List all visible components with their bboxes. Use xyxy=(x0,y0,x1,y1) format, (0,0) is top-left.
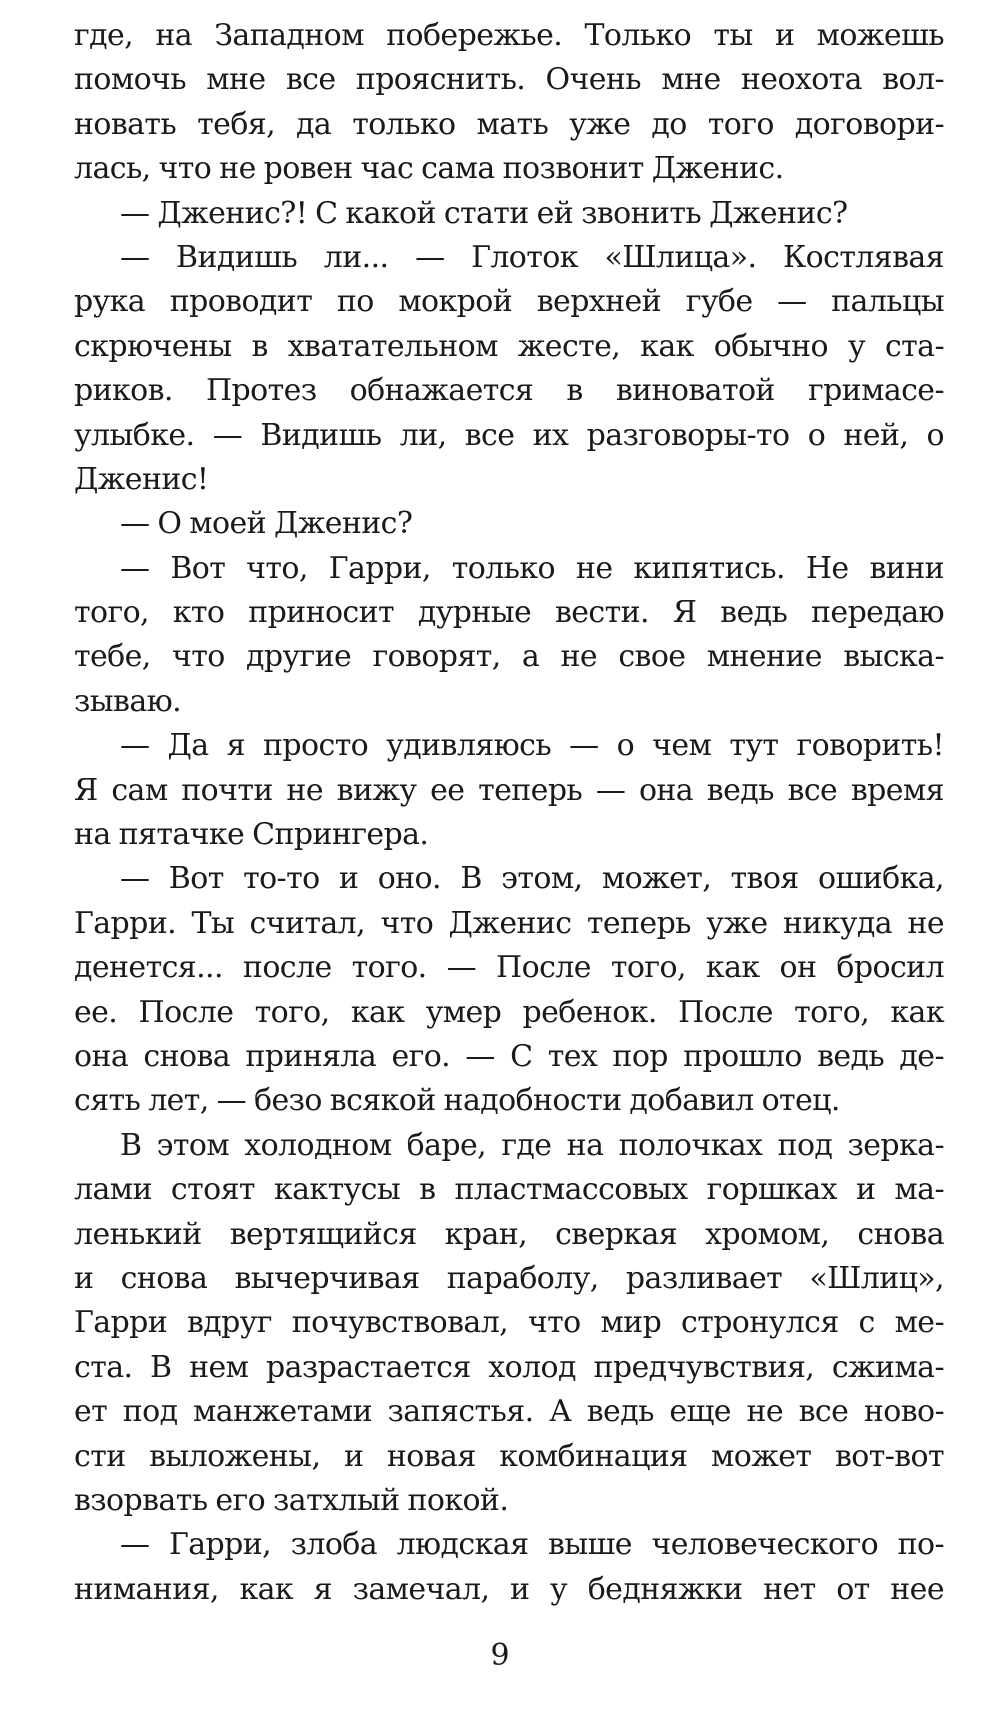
text-line: ленький вертящийся кран, сверкая хромом, снова xyxy=(74,1216,944,1252)
text-line: Гарри вдруг почувствовал, что мир стронулся с ме- xyxy=(74,1305,944,1341)
text-line: В этом холодном баре, где на полочках под зерка- xyxy=(120,1127,944,1163)
text-line: улыбке. — Видишь ли, все их разговоры-то о ней, о xyxy=(74,417,944,453)
text-line: риков. Протез обнажается в виноватой гримасе- xyxy=(74,373,944,409)
text-line: тебе, что другие говорят, а не свое мнение выска- xyxy=(74,639,944,675)
text-line: на пятачке Спрингера. xyxy=(74,817,429,853)
text-line: сти выложены, и новая комбинация может вот-вот xyxy=(74,1438,944,1474)
text-line: она снова приняла его. — С тех пор прошло ведь де- xyxy=(74,1038,944,1074)
text-line: взорвать его затхлый покой. xyxy=(74,1482,509,1518)
text-line: — Да я просто удивляюсь — о чем тут говорить! xyxy=(120,728,944,764)
text-line: и снова вычерчивая параболу, разливает «Шлиц», xyxy=(74,1260,944,1296)
text-line: — Гарри, злоба людская выше человеческого по- xyxy=(120,1527,944,1563)
text-line: — Вот что, Гарри, только не кипятись. Не вини xyxy=(120,550,944,586)
page-number: 9 xyxy=(490,1638,510,1673)
text-line: скрючены в хватательном жесте, как обычно у ста- xyxy=(74,328,944,364)
text-line: зываю. xyxy=(74,683,182,719)
text-line: того, кто приносит дурные вести. Я ведь передаю xyxy=(74,595,944,631)
text-line: сять лет, — безо всякой надобности добавил отец. xyxy=(74,1083,840,1119)
text-line: — Вот то-то и оно. В этом, может, твоя ошибка, xyxy=(120,861,944,897)
text-line: — О моей Дженис? xyxy=(120,506,413,542)
text-line: Гарри. Ты считал, что Дженис теперь уже никуда не xyxy=(74,905,944,941)
text-line: лась, что не ровен час сама позвонит Дженис. xyxy=(74,151,784,187)
text-line: лами стоят кактусы в пластмассовых горшках и ма- xyxy=(74,1172,944,1208)
text-line: рука проводит по мокрой верхней губе — пальцы xyxy=(74,284,944,320)
text-line: ее. После того, как умер ребенок. После того, как xyxy=(74,994,944,1030)
body-text xyxy=(74,14,944,1612)
text-line: помочь мне все прояснить. Очень мне неохота вол- xyxy=(74,62,944,98)
text-line: где, на Западном побережье. Только ты и можешь xyxy=(74,18,944,53)
text-line: — Видишь ли... — Глоток «Шлица». Костлявая xyxy=(120,239,944,275)
text-line: нимания, как я замечал, и у бедняжки нет от нее xyxy=(74,1571,944,1607)
text-line: новать тебя, да только мать уже до того договори- xyxy=(74,106,944,142)
text-line: Я сам почти не вижу ее теперь — она ведь все время xyxy=(74,772,944,808)
text-line: денется... после того. — После того, как он бросил xyxy=(74,950,944,986)
text-line: — Дженис?! С какой стати ей звонить Дженис? xyxy=(120,195,848,231)
text-line: Дженис! xyxy=(74,461,209,497)
text-line: ет под манжетами запястья. А ведь еще не все ново- xyxy=(74,1394,944,1430)
text-line: ста. В нем разрастается холод предчувствия, сжима- xyxy=(74,1349,944,1385)
